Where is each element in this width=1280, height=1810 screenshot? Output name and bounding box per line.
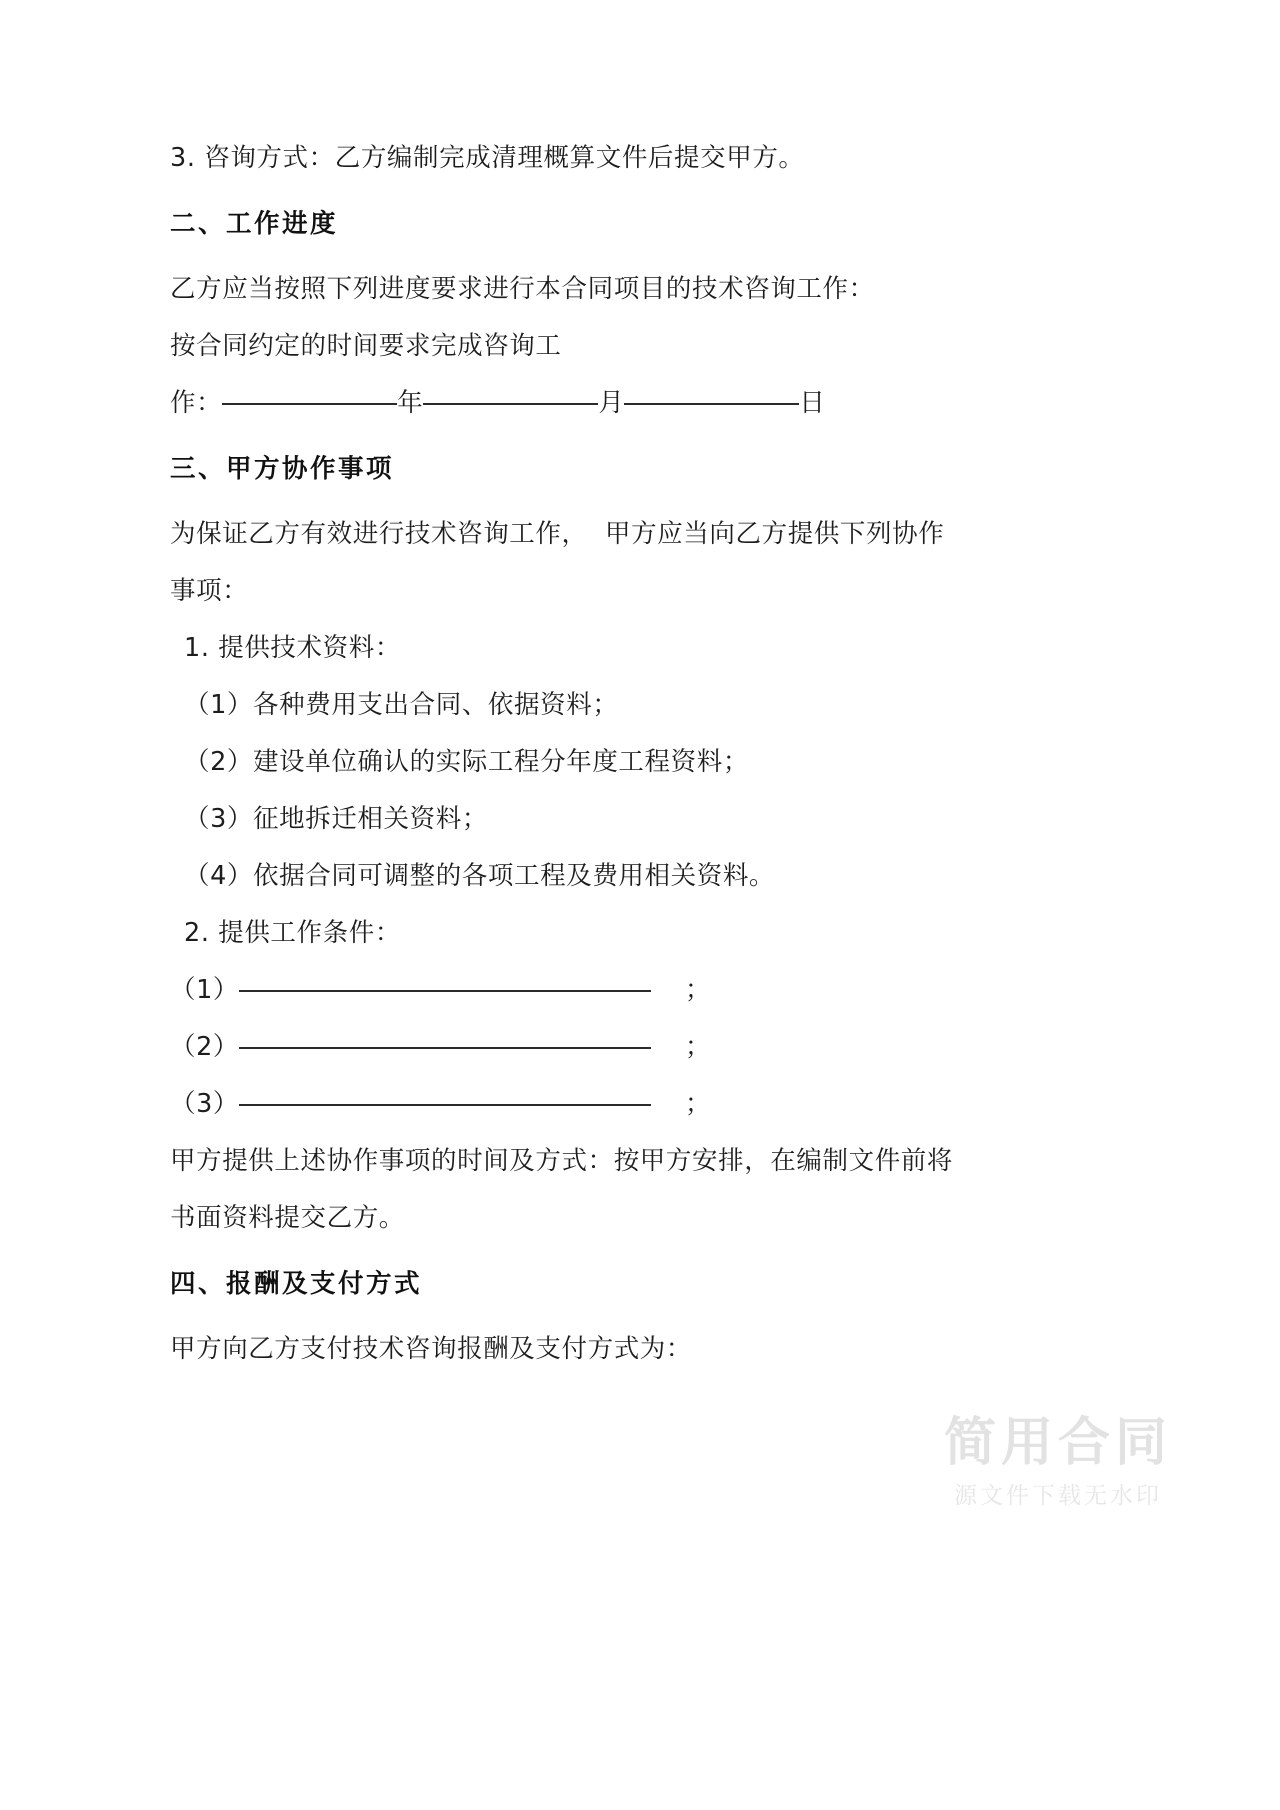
paragraph-progress-detail: 按合同约定的时间要求完成咨询工 [170,331,562,361]
date-day-unit: 日 [799,388,826,418]
date-month-unit: 月 [598,388,625,418]
watermark-subtitle: 源文件下载无水印 [953,1482,1162,1509]
date-day-blank[interactable] [624,402,799,405]
paragraph-cooperation-intro-continued: 事项： [170,576,249,606]
work-condition-blank-row-1 [170,962,1110,1019]
list-item-1: 1. 提供技术资料： [184,633,401,663]
work-condition-blank-2[interactable] [239,1046,651,1049]
paragraph-consult-method: 3. 咨询方式：乙方编制完成清理概算文件后提交甲方。 [170,143,805,173]
spacer [170,1314,1110,1321]
work-condition-terminator-1: ； [685,975,712,1005]
work-condition-blank-3[interactable] [239,1103,651,1106]
list-item-1-3: （3）征地拆迁相关资料； [184,804,488,834]
list-item-2: 2. 提供工作条件： [184,918,401,948]
work-condition-blank-1[interactable] [239,989,651,992]
section-heading-four: 四、报酬及支付方式 [170,1269,423,1299]
spacer [170,1247,1110,1254]
paragraph-cooperation-intro: 为保证乙方有效进行技术咨询工作， 甲方应当向乙方提供下列协作 [170,519,945,549]
spacer [170,254,1110,261]
work-condition-blank-row-3 [170,1076,1110,1133]
date-blank-row [170,375,1110,432]
section-heading-two: 二、工作进度 [170,209,339,239]
work-condition-terminator-2: ； [685,1032,712,1062]
work-condition-label-3: （3） [170,1089,240,1119]
date-year-unit: 年 [397,388,424,418]
paragraph-cooperation-time-1: 甲方提供上述协作事项的时间及方式：按甲方安排，在编制文件前将 [170,1146,954,1176]
spacer [170,432,1110,439]
work-condition-label-1: （1） [170,975,240,1005]
paragraph-cooperation-time-2: 书面资料提交乙方。 [170,1203,405,1233]
spacer [170,187,1110,194]
work-condition-terminator-3: ； [685,1089,712,1119]
list-item-1-1: （1）各种费用支出合同、依据资料； [184,690,619,720]
date-row-lead: 作： [170,388,223,418]
paragraph-progress-intro: 乙方应当按照下列进度要求进行本合同项目的技术咨询工作： [170,274,875,304]
paragraph-payment-intro: 甲方向乙方支付技术咨询报酬及支付方式为： [170,1334,693,1364]
watermark [943,1413,1172,1509]
date-month-blank[interactable] [423,402,598,405]
work-condition-blank-row-2 [170,1019,1110,1076]
document-body [170,130,1110,1378]
work-condition-label-2: （2） [170,1032,240,1062]
watermark-title: 简用合同 [943,1413,1172,1474]
list-item-1-4: （4）依据合同可调整的各项工程及费用相关资料。 [184,861,776,891]
section-heading-three: 三、甲方协作事项 [170,454,395,484]
list-item-1-2: （2）建设单位确认的实际工程分年度工程资料； [184,747,749,777]
spacer [170,499,1110,506]
date-year-blank[interactable] [222,402,397,405]
